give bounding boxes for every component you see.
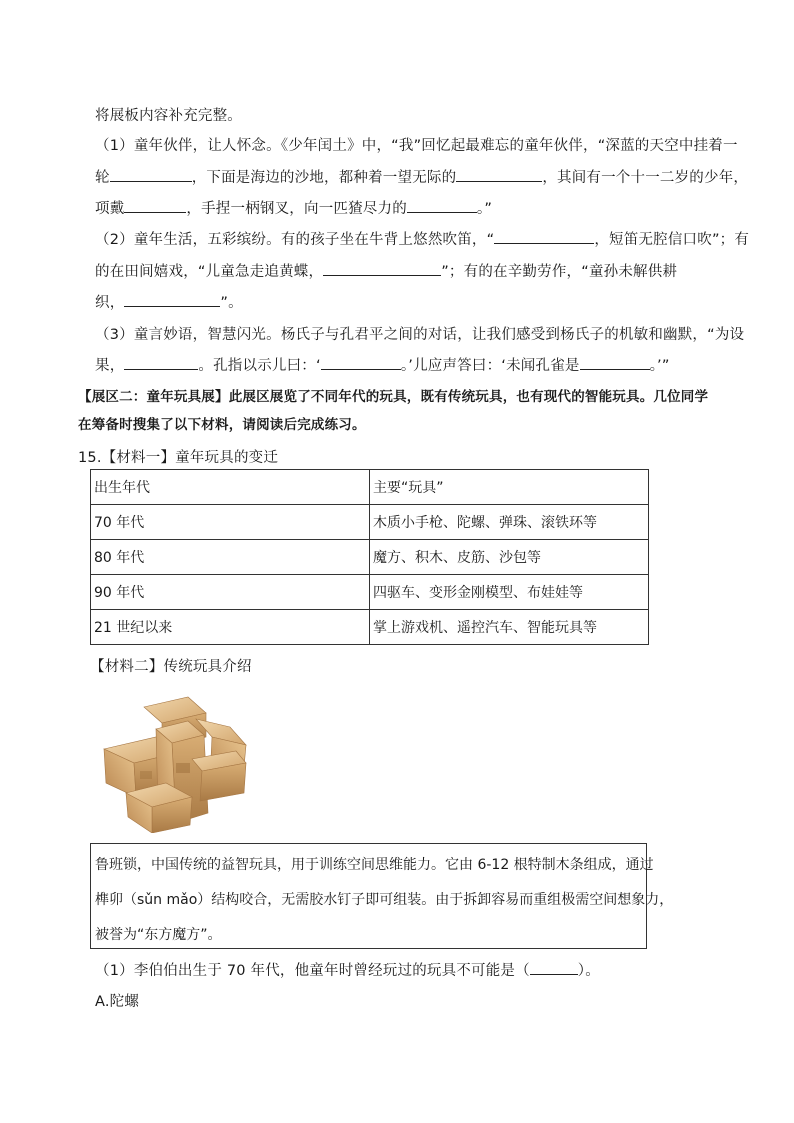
q2-line2 [95, 260, 677, 281]
q1-line2-c: ，其间有一个十一二岁的少年， [542, 170, 749, 186]
luban-line2: 榫卯（sǔn mǎo）结构咬合，无需胶水钉子即可组装。由于拆卸容易而重组极需空间想象力， [95, 892, 674, 908]
table-cell: 木质小手枪、陀螺、弹珠、滚铁环等 [370, 505, 649, 540]
q3-line2-c: 。’儿应声答曰：‘未闻孔雀是 [400, 358, 580, 374]
intro-text: 将展板内容补充完整。 [95, 108, 242, 124]
q3-line2-b: 。孔指以示儿曰：‘ [198, 358, 321, 374]
table-cell: 80 年代 [91, 540, 370, 575]
q1-line1: （1）童年伙伴，让人怀念。《少年闰土》中，“我”回忆起最难忘的童年伙伴，“深蓝的天空中挂着一 [95, 138, 738, 154]
answer-blank[interactable] [530, 960, 578, 975]
luban-line1: 鲁班锁，中国传统的益智玩具，用于训练空间思维能力。它由 6-12 根特制木条组成，通过 [95, 857, 654, 873]
luban-lock-image [96, 693, 251, 833]
q3-line1: （3）童言妙语，智慧闪光。杨氏子与孔君平之间的对话，让我们感受到杨氏子的机敏和幽默，“为设 [95, 327, 745, 343]
table-cell: 掌上游戏机、遥控汽车、智能玩具等 [370, 610, 649, 645]
luban-line3: 被誉为“东方魔方”。 [95, 927, 222, 943]
sub1-a: （1）李伯伯出生于 70 年代，他童年时曾经玩过的玩具不可能是（ [95, 963, 530, 979]
material2-title: 【材料二】传统玩具介绍 [90, 659, 252, 675]
answer-blank[interactable] [124, 355, 198, 370]
answer-blank[interactable] [407, 198, 477, 213]
answer-blank[interactable] [124, 292, 220, 307]
q2-line1 [95, 228, 749, 249]
table-cell: 四驱车、变形金刚模型、布娃娃等 [370, 575, 649, 610]
luban-description-box [90, 843, 674, 949]
q1-line3-a: 项戴 [95, 201, 125, 217]
q15-title: 15.【材料一】童年玩具的变迁 [78, 450, 279, 466]
table-header-cell: 主要“玩具” [370, 470, 649, 505]
option-a[interactable]: A.陀螺 [95, 994, 140, 1010]
toy-table [90, 469, 649, 645]
q1-line3 [95, 197, 492, 218]
q3-line2 [95, 354, 670, 375]
table-cell: 70 年代 [91, 505, 370, 540]
q2-line2-a: 的在田间嬉戏，“儿童急走追黄蝶， [95, 264, 324, 280]
q1-line2 [95, 166, 748, 187]
q2-line2-b: ”；有的在辛勤劳作，“童孙未解供耕 [441, 264, 678, 280]
q2-line3-a: 织， [95, 295, 125, 311]
zone2-line1: 【展区二：童年玩具展】此展区展览了不同年代的玩具，既有传统玩具，也有现代的智能玩具。几位同学 [78, 389, 709, 405]
q3-line2-d: 。’” [649, 358, 670, 374]
q2-line1-a: （2）童年生活，五彩缤纷。有的孩子坐在牛背上悠然吹笛，“ [95, 232, 495, 248]
q1-line3-b: ，手捏一柄钢叉，向一匹猹尽力的 [186, 201, 407, 217]
answer-blank[interactable] [321, 355, 401, 370]
table-header-row [91, 470, 649, 505]
q2-line3 [95, 291, 243, 312]
answer-blank[interactable] [456, 167, 542, 182]
q2-line3-b: ”。 [220, 295, 243, 311]
table-row [91, 540, 649, 575]
q1-line2-b: ，下面是海边的沙地，都种着一望无际的 [191, 170, 457, 186]
q3-line2-a: 果， [95, 358, 125, 374]
q2-line1-b: ，短笛无腔信口吹”；有 [594, 232, 750, 248]
table-row [91, 505, 649, 540]
answer-blank[interactable] [580, 355, 650, 370]
zone2-line2: 在筹备时搜集了以下材料，请阅读后完成练习。 [78, 417, 366, 433]
answer-blank[interactable] [110, 167, 192, 182]
table-header-cell: 出生年代 [91, 470, 370, 505]
answer-blank[interactable] [323, 261, 441, 276]
table-cell: 90 年代 [91, 575, 370, 610]
table-cell: 魔方、积木、皮筋、沙包等 [370, 540, 649, 575]
q1-line3-c: 。” [476, 201, 493, 217]
sub-question-1 [95, 959, 600, 980]
q1-line2-a: 轮 [95, 170, 110, 186]
table-cell: 21 世纪以来 [91, 610, 370, 645]
sub1-b: ）。 [577, 963, 600, 979]
answer-blank[interactable] [124, 198, 186, 213]
table-row [91, 575, 649, 610]
table-row [91, 610, 649, 645]
answer-blank[interactable] [494, 229, 594, 244]
